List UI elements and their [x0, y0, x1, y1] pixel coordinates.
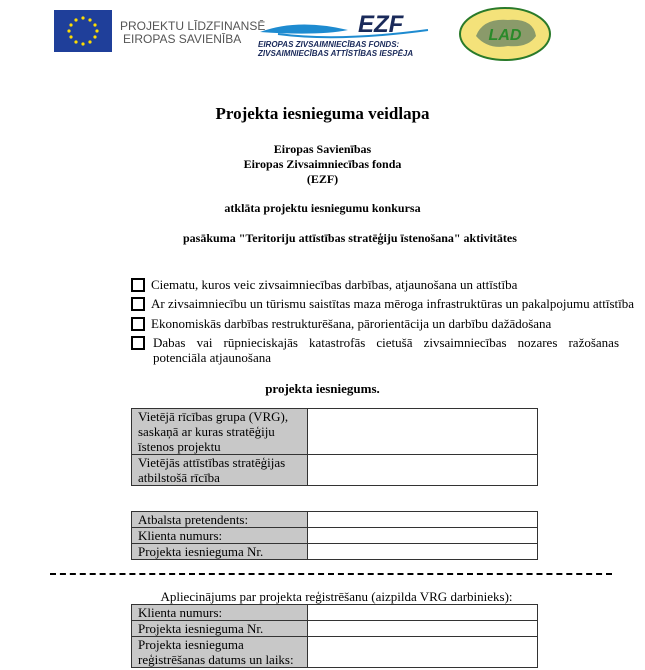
checkbox-icon[interactable] [131, 317, 145, 331]
applicant-label: Atbalsta pretendents: [132, 512, 308, 528]
vrg-label: Vietējā rīcības grupa (VRG), saskaņā ar kuras stratēģiju īstenos projektu [132, 409, 308, 455]
reg-datetime-label: Projekta iesnieguma reģistrēšanas datums un laiks: [132, 637, 308, 668]
reg-datetime-field[interactable] [308, 637, 538, 668]
ezf-sub-line: EIROPAS ZIVSAIMNIECĪBAS FONDS: [258, 40, 400, 49]
project-number-field[interactable] [308, 544, 538, 560]
option-checkbox[interactable] [131, 335, 619, 365]
subtitle-line: (EZF) [306, 172, 339, 186]
measure-text: pasākuma "Teritoriju attīstības stratēģiju īstenošana" aktivitātes [183, 231, 517, 245]
project-number-label: Projekta iesnieguma Nr. [132, 544, 308, 560]
eu-flag-logo [54, 10, 112, 52]
contest-text: atklāta projektu iesniegumu konkursa [224, 201, 421, 215]
eu-text-line: PROJEKTU LĪDZFINANSĒ [120, 19, 266, 33]
option-checkbox[interactable] [131, 277, 517, 292]
checkbox-icon[interactable] [131, 297, 145, 311]
reg-client-number-label: Klienta numurs: [132, 605, 308, 621]
lad-logo-text: LAD [488, 27, 522, 44]
applicant-table [131, 511, 538, 560]
option-checkbox[interactable] [131, 316, 551, 331]
subtitle [0, 142, 645, 187]
subtitle-line: Eiropas Savienības [273, 142, 372, 156]
reg-project-number-field[interactable] [308, 621, 538, 637]
vrg-table [131, 408, 538, 486]
client-number-field[interactable] [308, 528, 538, 544]
submission-label: projekta iesniegums. [265, 381, 380, 396]
option-label: Ciematu, kuros veic zivsaimniecības darbības, atjaunošana un attīstība [151, 277, 518, 292]
option-label: Ar zivsaimniecību un tūrismu saistītas maza mēroga infrastruktūras un pakalpojumu attīstība [151, 296, 635, 311]
strategy-action-field[interactable] [308, 455, 538, 486]
option-label: Ekonomiskās darbības restrukturēšana, pārorientācija un darbību dažādošana [151, 316, 552, 331]
confirmation-caption: Apliecinājums par projekta reģistrēšanu (aizpilda VRG darbinieks): [160, 589, 513, 604]
client-number-label: Klienta numurs: [132, 528, 308, 544]
lad-logo [458, 6, 552, 62]
eu-text-line: EIROPAS SAVIENĪBA [123, 32, 242, 46]
applicant-field[interactable] [308, 512, 538, 528]
eu-cofinance-text [120, 20, 265, 46]
cut-line-divider [50, 573, 612, 575]
subtitle-line: Eiropas Zivsaimniecības fonda [243, 157, 402, 171]
reg-client-number-field[interactable] [308, 605, 538, 621]
option-label: Dabas vai rūpnieciskajās katastrofās cietušā zivsaimniecības nozares ražošanas potenciāla atjaunošana [153, 335, 619, 365]
checkbox-icon[interactable] [131, 278, 145, 292]
ezf-subtitle [258, 40, 413, 58]
vrg-field[interactable] [308, 409, 538, 455]
option-checkbox[interactable] [131, 296, 634, 311]
ezf-sub-line: ZIVSAIMNIECĪBAS ATTĪSTĪBAS IESPĒJA [258, 49, 414, 58]
registration-table [131, 604, 538, 668]
checkbox-icon[interactable] [131, 336, 145, 350]
ezf-logo-text: EZF [358, 11, 404, 38]
strategy-action-label: Vietējās attīstības stratēģijas atbilstošā rīcība [132, 455, 308, 486]
page-title: Projekta iesnieguma veidlapa [215, 104, 430, 123]
reg-project-number-label: Projekta iesnieguma Nr. [132, 621, 308, 637]
